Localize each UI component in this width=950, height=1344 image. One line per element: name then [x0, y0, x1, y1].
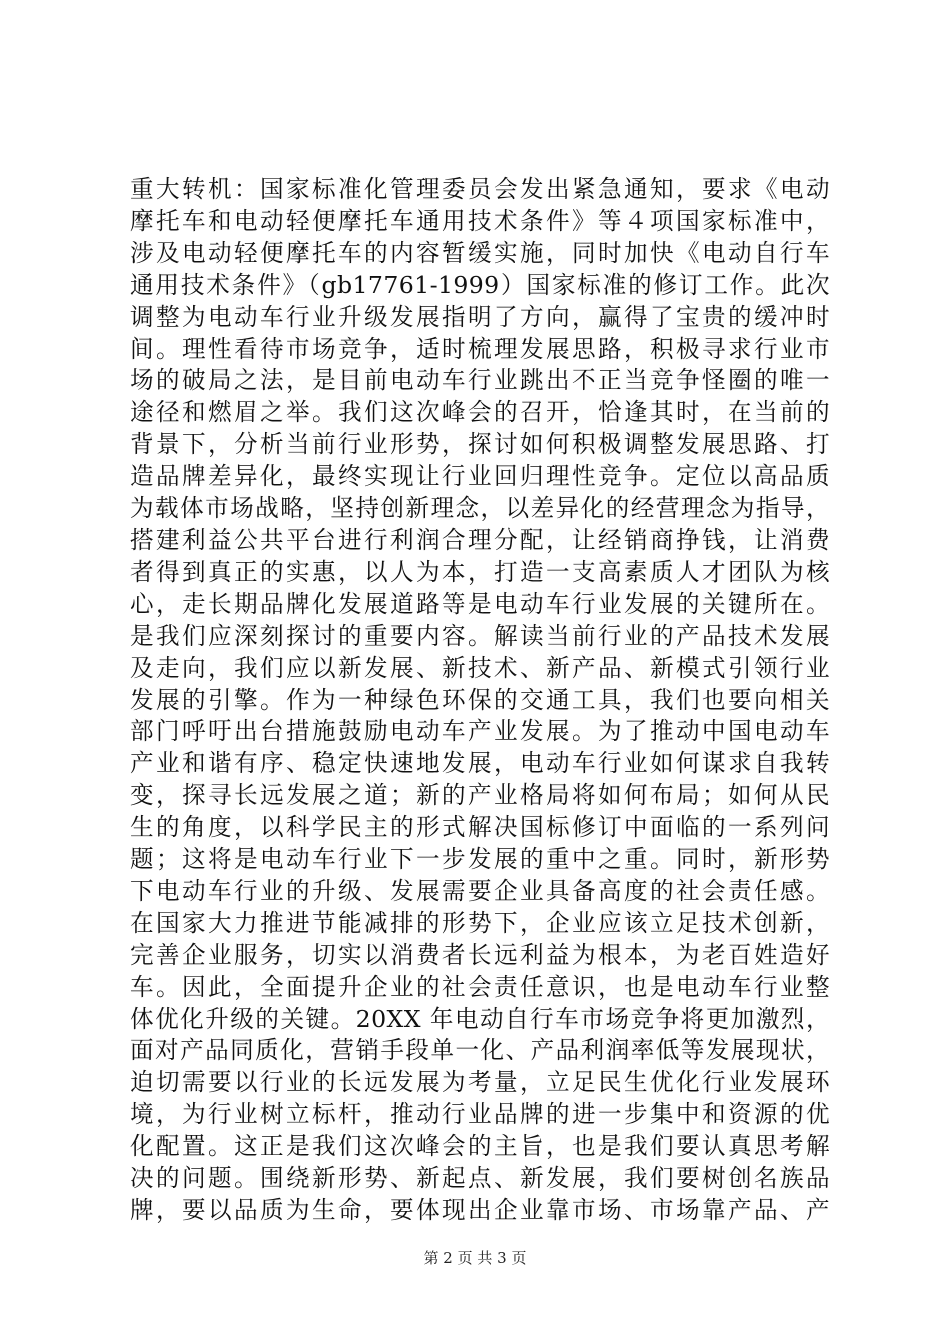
- text-line: 途径和燃眉之举。我们这次峰会的召开，恰逢其时，在当前的: [130, 398, 830, 427]
- text-line: 迫切需要以行业的长远发展为考量，立足民生优化行业发展环: [130, 1068, 830, 1097]
- page-footer: 第 2 页 共 3 页: [423, 1249, 527, 1267]
- text-line: 是我们应深刻探讨的重要内容。解读当前行业的产品技术发展: [130, 621, 830, 650]
- text-line: 心，走长期品牌化发展道路等是电动车行业发展的关键所在。: [130, 589, 830, 618]
- text-line: 间。理性看待市场竞争，适时梳理发展思路，积极寻求行业市: [130, 334, 830, 363]
- text-line: 通用技术条件》（gb17761-1999）国家标准的修订工作。此次: [130, 270, 830, 299]
- body-paragraph: [130, 174, 830, 1227]
- text-line: 化配置。这正是我们这次峰会的主旨，也是我们要认真思考解: [130, 1132, 830, 1161]
- text-line: 涉及电动轻便摩托车的内容暂缓实施，同时加快《电动自行车: [130, 238, 830, 267]
- text-line: 下电动车行业的升级、发展需要企业具备高度的社会责任感。: [130, 876, 830, 905]
- text-line: 部门呼吁出台措施鼓励电动车产业发展。为了推动中国电动车: [130, 717, 830, 746]
- text-line: 及走向，我们应以新发展、新技术、新产品、新模式引领行业: [130, 653, 830, 682]
- text-line: 产业和谐有序、稳定快速地发展，电动车行业如何谋求自我转: [130, 749, 830, 778]
- text-line: 重大转机：国家标准化管理委员会发出紧急通知，要求《电动: [130, 175, 830, 203]
- text-line: 面对产品同质化，营销手段单一化、产品利润率低等发展现状，: [130, 1036, 830, 1065]
- text-line: 背景下，分析当前行业形势，探讨如何积极调整发展思路、打: [130, 430, 830, 459]
- text-line: 境，为行业树立标杆，推动行业品牌的进一步集中和资源的优: [130, 1100, 830, 1129]
- text-line: 在国家大力推进节能减排的形势下，企业应该立足技术创新，: [130, 908, 830, 937]
- text-line: 摩托车和电动轻便摩托车通用技术条件》等４项国家标准中，: [130, 206, 830, 235]
- text-line: 者得到真正的实惠，以人为本，打造一支高素质人才团队为核: [130, 557, 830, 586]
- text-line: 完善企业服务，切实以消费者长远利益为根本，为老百姓造好: [130, 940, 830, 969]
- text-line: 生的角度，以科学民主的形式解决国标修订中面临的一系列问: [130, 813, 830, 842]
- text-line: 搭建利益公共平台进行利润合理分配，让经销商挣钱，让消费: [130, 525, 830, 554]
- text-line: 造品牌差异化，最终实现让行业回归理性竞争。定位以高品质: [130, 462, 830, 491]
- text-line: 牌，要以品质为生命，要体现出企业靠市场、市场靠产品、产: [130, 1196, 830, 1224]
- text-line: 场的破局之法，是目前电动车行业跳出不正当竞争怪圈的唯一: [130, 366, 830, 395]
- text-line: 决的问题。围绕新形势、新起点、新发展，我们要树创名族品: [130, 1164, 830, 1193]
- text-line: 体优化升级的关键。20XX 年电动自行车市场竞争将更加激烈，: [130, 1004, 830, 1033]
- text-line: 变，探寻长远发展之道；新的产业格局将如何布局；如何从民: [130, 781, 830, 810]
- text-line: 车。因此，全面提升企业的社会责任意识，也是电动车行业整: [130, 972, 830, 1001]
- text-line: 调整为电动车行业升级发展指明了方向，赢得了宝贵的缓冲时: [130, 302, 830, 331]
- text-line: 发展的引擎。作为一种绿色环保的交通工具，我们也要向相关: [130, 685, 830, 714]
- text-line: 题；这将是电动车行业下一步发展的重中之重。同时，新形势: [130, 845, 830, 874]
- text-line: 为载体市场战略，坚持创新理念，以差异化的经营理念为指导，: [130, 494, 830, 523]
